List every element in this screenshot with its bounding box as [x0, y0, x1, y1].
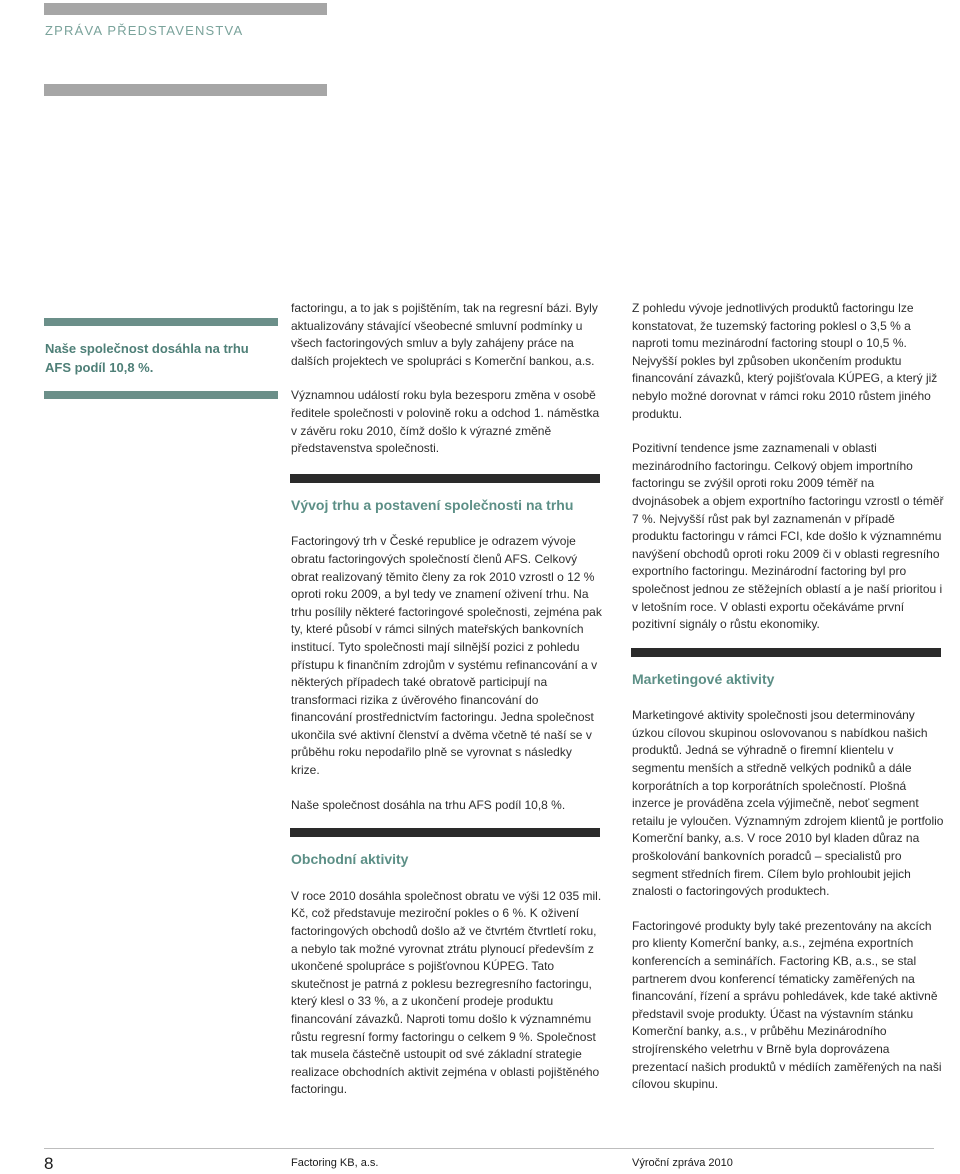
- paragraph: Pozitivní tendence jsme zaznamenali v oblasti mezinárodního factoringu. Celkový objem importního factoringu se zvýšil oproti roku 2009 téměř na dvojnásobek a objem exportního factoringu vzrostl o téměř 7 %. Nejvyšší růst pak byl zaznamenán v případě produktu factoringu v rámci FCI, kde došlo k významnému navýšení obchodů oproti roku 2009 či v oblasti regresního exportního factoringu. Mezinárodní factoring byl pro společnost jednou ze stěžejních oblastí a je naší prioritou i v letošním roce. V oblasti exportu očekáváme první pozitivní signály o růstu ekonomiky.: [632, 441, 944, 632]
- paragraph: Z pohledu vývoje jednotlivých produktů factoringu lze konstatovat, že tuzemský factoring poklesl o 3,5 % a naproti tomu mezinárodní factoring stoupl o 10,5 %. Nejvyšší pokles byl způsoben ukončením produktu financování závazků, který pojišťovala KÚPEG, a který již nebylo možné dorovnat v rámci roku 2010 růstem jiného produktu.: [632, 301, 938, 421]
- section-title: ZPRÁVA PŘEDSTAVENSTVA: [45, 23, 244, 38]
- page-number: 8: [44, 1154, 54, 1173]
- footer-rule: [44, 1148, 934, 1149]
- footer-report-title: Výroční zpráva 2010: [632, 1157, 733, 1169]
- section-heading-market: Vývoj trhu a postavení společnosti na trhu: [291, 496, 574, 513]
- header-top-bar: [44, 3, 327, 15]
- footer-company: Factoring KB, a.s.: [291, 1157, 379, 1169]
- header-bottom-bar: [44, 84, 327, 96]
- section-divider: [631, 648, 941, 657]
- section-heading-business: Obchodní aktivity: [291, 851, 409, 868]
- paragraph: Významnou událostí roku byla bezesporu změna v osobě ředitele společnosti v polovině roku a odchod 1. náměstka v závěru roku 2010, čímž došlo k výrazné změně představenstva společnosti.: [291, 388, 600, 456]
- column-right: [632, 300, 944, 1111]
- sidebar-quote: Naše společnost dosáhla na trhu AFS podíl 10,8 %.: [45, 341, 249, 375]
- paragraph: Marketingové aktivity společnosti jsou determinovány úzkou cílovou skupinou oslovovanou s nabídkou našich produktů. Jedná se výhradně o firemní klientelu v segmentu menších a středně velkých podniků a dále korporátních a top korporátních společností. Plošná inzerce je prováděna zcela výjimečně, neboť segment retailu je vyloučen. Významným zdrojem klientů je portfolio Komerční banky, a.s. V roce 2010 byl kladen důraz na proškolování bankovních poradců – specialistů pro segment středních firem. Cílem bylo prohloubit jejich znalosti o factoringových produktech.: [632, 708, 944, 899]
- column-left: [291, 300, 603, 1116]
- paragraph: Factoringové produkty byly také prezentovány na akcích pro klienty Komerční banky, a.s., zejména exportních konferencích a seminářích. Factoring KB, a.s., se stal partnerem dvou konferencí tématicky zaměřených na financování, řízení a správu pohledávek, kde také aktivně představil svoje produkty. Účast na výstavním stánku Komerční banky, a.s., v průběhu Mezinárodního strojírenského veletrhu v Brně byla doprovázena prezentací našich produktů v médiích zaměřených na naši cílovou skupinu.: [632, 918, 942, 1092]
- section-divider: [290, 474, 600, 483]
- paragraph: factoringu, a to jak s pojištěním, tak na regresní bázi. Byly aktualizovány stávající všeobecné smluvní podmínky u všech factoringových smluv a byly zahájeny práce na dalších projektech ve spolupráci s Komerční bankou, a.s.: [291, 301, 598, 368]
- paragraph: Factoringový trh v České republice je odrazem vývoje obratu factoringových společností členů AFS. Celkový obrat realizovaný těmito členy za rok 2010 vzrostl o 12 % oproti roku 2009, a byl tedy ve znamení oživení trhu. Na trhu posílily některé factoringové společnosti, zejména pak ty, které působí v rámci silných mateřských bankovních institucí. Tyto společnosti mají silnější pozici z pohledu přístupu k finančním zdrojům v systému refinancování a v některých případech také obratově participují na transformaci rizika z úvěrového financování do financování prostřednictvím factoringu. Jedna společnost ukončila své aktivní členství a dvěma včetně té naší se v průběhu roku nepodařilo plně se vyrovnat s následky krize.: [291, 534, 602, 778]
- paragraph: V roce 2010 dosáhla společnost obratu ve výši 12 035 mil. Kč, což představuje meziroční pokles o 6 %. K oživení factoringových obchodů došlo až ve čtvrtém čtvrtletí roku, a nebylo tak možné vyrovnat ztrátu plynoucí především z ukončené spolupráce s pojišťovnou KÚPEG. Tato skutečnost je patrná z poklesu bezregresního factoringu, který klesl o 33 %, a z ukončení prodeje produktu financování závazků. Naproti tomu došlo k významnému růstu regresní formy factoringu o celkem 9 %. Společnost tak musela částečně ustoupit od své základní strategie realizace obchodních aktivit zejména v oblasti pojištěného factoringu.: [291, 888, 602, 1097]
- section-heading-marketing: Marketingové aktivity: [632, 670, 775, 687]
- paragraph: Naše společnost dosáhla na trhu AFS podíl 10,8 %.: [291, 797, 566, 812]
- sidebar-quote-bottom-bar: [44, 391, 278, 399]
- sidebar-quote-top-bar: [44, 318, 278, 326]
- section-divider: [290, 828, 600, 837]
